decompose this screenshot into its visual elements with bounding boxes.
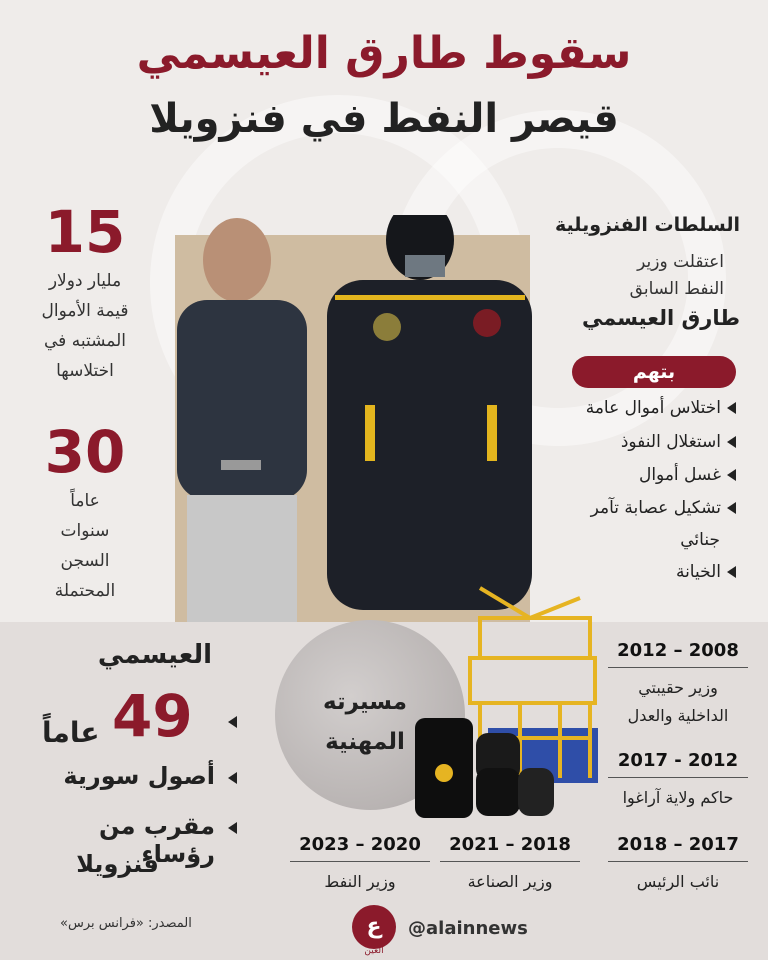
divider [290,861,430,862]
source-credit: المصدر: «فرانس برس» [60,916,192,931]
oil-rig-illustration [410,578,610,818]
bullet-icon [727,402,736,414]
career-role: نائب الرئيس [636,872,720,891]
career-years: 2021 – 2018 [449,834,571,855]
stat-block [20,198,150,386]
career-role: وزير النفط [324,872,396,891]
charge-item: الخيانة [520,562,736,582]
bullet-icon [228,822,237,834]
charge-item: غسل أموال [520,465,736,485]
career-role: وزير حقيبتي [638,678,718,697]
profile-age-unit: عاماً [42,716,100,749]
divider [440,861,580,862]
career-title: مسيرته المهنية [323,689,407,755]
bullet-icon [727,436,736,448]
charge-item: اختلاس أموال عامة [520,398,736,418]
charge-item: تشكيل عصابة تآمر [520,498,736,518]
bullet-icon [228,772,237,784]
career-years: 2023 – 2020 [299,834,421,855]
bullet-icon [727,502,736,514]
charges-label: بتهم [572,356,736,388]
career-entry [608,750,748,812]
charge-item-continued: جنائي [680,530,720,550]
career-years: 2012 – 2008 [617,640,739,661]
social-handle: @alainnews [408,918,528,939]
authorities-line: اعتقلت وزير [637,252,724,272]
main-title: سقوط طارق العيسمي [136,28,632,79]
profile-age: 49 [112,682,193,750]
stat-number: 30 [44,418,126,486]
subtitle: قيصر النفط في فنزويلا [149,96,619,142]
career-years: 2018 – 2017 [617,834,739,855]
stat-label: قيمة الأموال [41,301,129,321]
arrest-photo [165,215,540,630]
bullet-icon [727,566,736,578]
alain-logo: ع [352,905,396,949]
stat-block [20,418,150,606]
stat-label: عاماً [70,491,100,511]
authorities-line: النفط السابق [629,279,724,299]
career-entry [440,834,580,896]
career-entry [290,834,430,896]
profile-name: العيسمي [97,640,213,670]
accused-name: طارق العيسمي [581,306,740,330]
career-entry [608,834,748,896]
career-entry [608,640,748,730]
profile-close-line: مقرب من رؤساء [99,812,215,868]
stat-label: المحتملة [54,581,116,601]
stat-label: سنوات [60,521,110,541]
logo-text: العين [364,946,384,956]
stat-label: السجن [60,551,110,571]
stat-label: المشتبه في [44,331,126,351]
divider [608,777,748,778]
charge-item: استغلال النفوذ [520,432,736,452]
career-role: حاكم ولاية آراغوا [622,788,734,807]
career-years: 2017 - 2012 [617,750,739,771]
divider [608,861,748,862]
divider [608,667,748,668]
stat-label: مليار دولار [48,271,122,291]
bullet-icon [228,716,237,728]
career-role: الداخلية والعدل [627,706,729,725]
profile-close-line: فنزويلا [76,850,159,878]
stat-label: اختلاسها [56,361,114,381]
career-role: وزير الصناعة [467,872,553,891]
bullet-icon [727,469,736,481]
stat-number: 15 [44,198,126,266]
profile-origin: أصول سورية [63,762,215,790]
authorities-title: السلطات الفنزويلية [555,214,740,236]
